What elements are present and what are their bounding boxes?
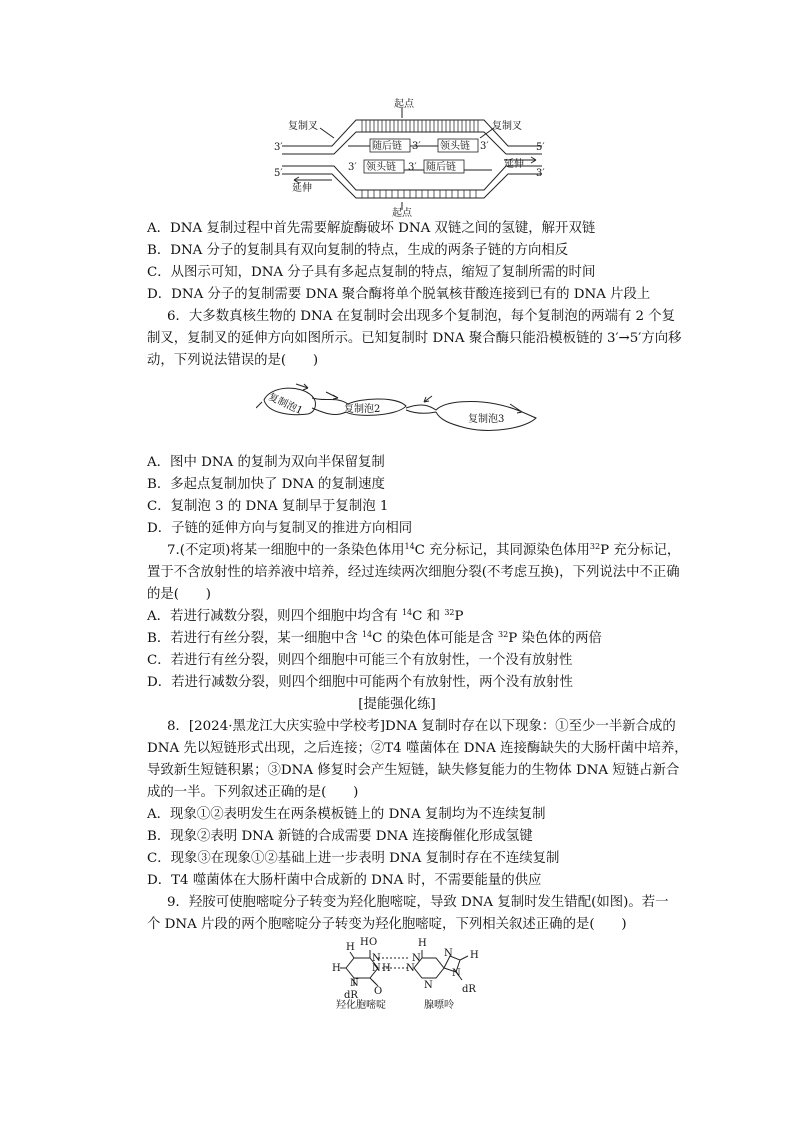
bubble-3-label: 复制泡3 [468,414,505,425]
q7-stem-line3: 的是( ) [147,587,212,602]
lagging-label-1: 随后链 [372,141,402,152]
extend-label-right: 延伸 [504,159,524,170]
q7-stem-line1 [167,540,680,562]
q7-a-text: C 和 [412,609,445,624]
q6-option-a: A．图中 DNA 的复制为双向半保留复制 [147,455,385,470]
section-title: [提能强化练] [358,697,436,712]
atom-label: N [452,968,461,979]
prime-label: 3′ [412,141,421,152]
q7-option-b [147,628,602,650]
q6-option-d: D．子链的延伸方向与复制叉的推进方向相同 [147,521,413,536]
q7-text: P 充分标记， [600,543,681,558]
q5-option-c: C．从图示可知，DNA 分子具有多起点复制的特点，缩短了复制所需的时间 [147,265,596,280]
bubble-2-label: 复制泡2 [344,404,381,415]
replication-fork-diagram [272,98,562,218]
origin-top-label: 起点 [394,99,414,110]
isotope-mass: 32 [589,542,601,551]
origin-bottom-label: 起点 [392,208,412,218]
atom-label: N [350,978,359,989]
q7-option-d: D．若进行减数分裂，则四个细胞中可能两个有放射性，两个没有放射性 [147,675,573,690]
isotope-mass: 14 [361,630,373,639]
q5-option-a: A．DNA 复制过程中首先需要解旋酶破坏 DNA 双链之间的氢键，解开双链 [147,221,596,236]
q8-option-a: A．现象①②表明发生在两条模板链上的 DNA 复制均为不连续复制 [147,807,546,822]
q5-option-d: D．DNA 分子的复制需要 DNA 聚合酶将单个脱氧核苷酸连接到已有的 DNA 片段上 [147,287,651,302]
q6-option-b: B．多起点复制加快了 DNA 的复制速度 [147,477,385,492]
isotope-mass: 32 [444,608,455,617]
atom-label: dR [462,984,476,995]
q5-option-b: B．DNA 分子的复制具有双向复制的特点，生成的两条子链的方向相反 [147,243,569,258]
q8-stem-line4: 成的一半。下列叙述正确的是( ) [147,785,359,800]
leading-label-1: 领头链 [440,141,470,152]
prime-label: 3′ [348,162,357,173]
atom-label: H [418,938,427,949]
isotope-mass: 14 [404,542,415,551]
prime-label: 3′ [480,141,489,152]
q9-stem-line2: 个 DNA 片段的两个胞嘧啶分子转变为羟化胞嘧啶，下列相关叙述正确的是( ) [147,917,627,932]
atom-label: H [360,937,369,948]
bubble-1-label: 复制泡1 [266,391,305,417]
prime-label: 5′ [536,142,545,153]
q6-stem-line3: 动，下列说法错误的是( ) [147,353,319,368]
label-adenine: 腺嘌呤 [424,1000,454,1010]
atom-label: H [346,942,355,953]
atom-label: N [424,980,433,991]
q6-stem-line2: 制叉，复制叉的延伸方向如图所示。已知复制时 DNA 聚合酶只能沿模板链的 3′→5′方向移 [147,331,682,346]
base-pair-structure-diagram [326,936,496,1010]
q6-option-c: C．复制泡 3 的 DNA 复制早于复制泡 1 [147,499,389,514]
q7-b-text: B．若进行有丝分裂，某一细胞中含 [147,631,362,646]
label-hydroxycytosine: 羟化胞嘧啶 [336,1000,386,1010]
extend-label-left: 延伸 [292,183,312,194]
q8-option-d: D．T4 噬菌体在大肠杆菌中合成新的 DNA 时，不需要能量的供应 [147,873,542,888]
prime-label: 5′ [274,168,283,179]
isotope-mass: 32 [498,630,509,639]
lagging-label-2: 随后链 [426,162,456,173]
atom-label: O [374,986,383,997]
prime-label: 3′ [408,162,417,173]
q7-stem-line2: 置于不含放射性的培养液中培养，经过连续两次细胞分裂(不考虑互换)，下列说法中不正确 [147,565,680,580]
atom-label: O [369,937,378,948]
q7-option-a [147,606,464,628]
leading-label-2: 领头链 [366,162,396,173]
fork-left-label: 复制叉 [288,121,318,132]
isotope-mass: 14 [401,608,413,617]
q6-stem-line1: 6．大多数真核生物的 DNA 在复制时会出现多个复制泡，每个复制泡的两端有 2 个复 [167,309,676,324]
atom-label: H [332,963,341,974]
prime-label: 3′ [274,142,283,153]
atom-label: N [372,963,381,974]
q8-option-c: C．现象③在现象①②基础上进一步表明 DNA 复制时存在不连续复制 [147,851,560,866]
q7-b-text: C 的染色体可能是含 [372,631,499,646]
q8-stem-line1: 8．[2024·黑龙江大庆实验中学校考]DNA 复制时存在以下现象：①至少一半新合成的 [167,719,676,734]
atom-label: N [412,953,421,964]
q7-a-text: P [454,609,464,624]
q9-stem-line1: 9．羟胺可使胞嘧啶分子转变为羟化胞嘧啶，导致 DNA 复制时发生错配(如图)。若一 [167,895,669,910]
q7-b-text: P 染色体的两倍 [508,631,602,646]
atom-label: H [470,950,479,961]
q8-option-b: B．现象②表明 DNA 新链的合成需要 DNA 连接酶催化形成氢键 [147,829,533,844]
atom-label: H [382,963,391,974]
q7-option-c: C．若进行有丝分裂，则四个细胞中可能三个有放射性，一个没有放射性 [147,653,573,668]
replication-bubbles-diagram [256,378,546,442]
atom-label: N [372,953,381,964]
q8-stem-line3: 导致新生短链积累；③DNA 修复时会产生短链，缺失修复能力的生物体 DNA 短链占新合 [147,763,680,778]
atom-label: N [406,963,415,974]
q7-a-text: A．若进行减数分裂，则四个细胞中均含有 [147,609,402,624]
fork-right-label: 复制叉 [492,121,522,132]
atom-label: N [444,948,453,959]
q7-text: C 充分标记，其同源染色体用 [414,543,590,558]
q8-stem-line2: DNA 先以短链形式出现，之后连接；②T4 噬菌体在 DNA 连接酶缺失的大肠杆菌中培养， [147,741,688,756]
q7-text: 7.(不定项)将某一细胞中的一条染色体用 [167,543,405,558]
atom-label: dR [344,990,358,1001]
prime-label: 3′ [536,168,545,179]
